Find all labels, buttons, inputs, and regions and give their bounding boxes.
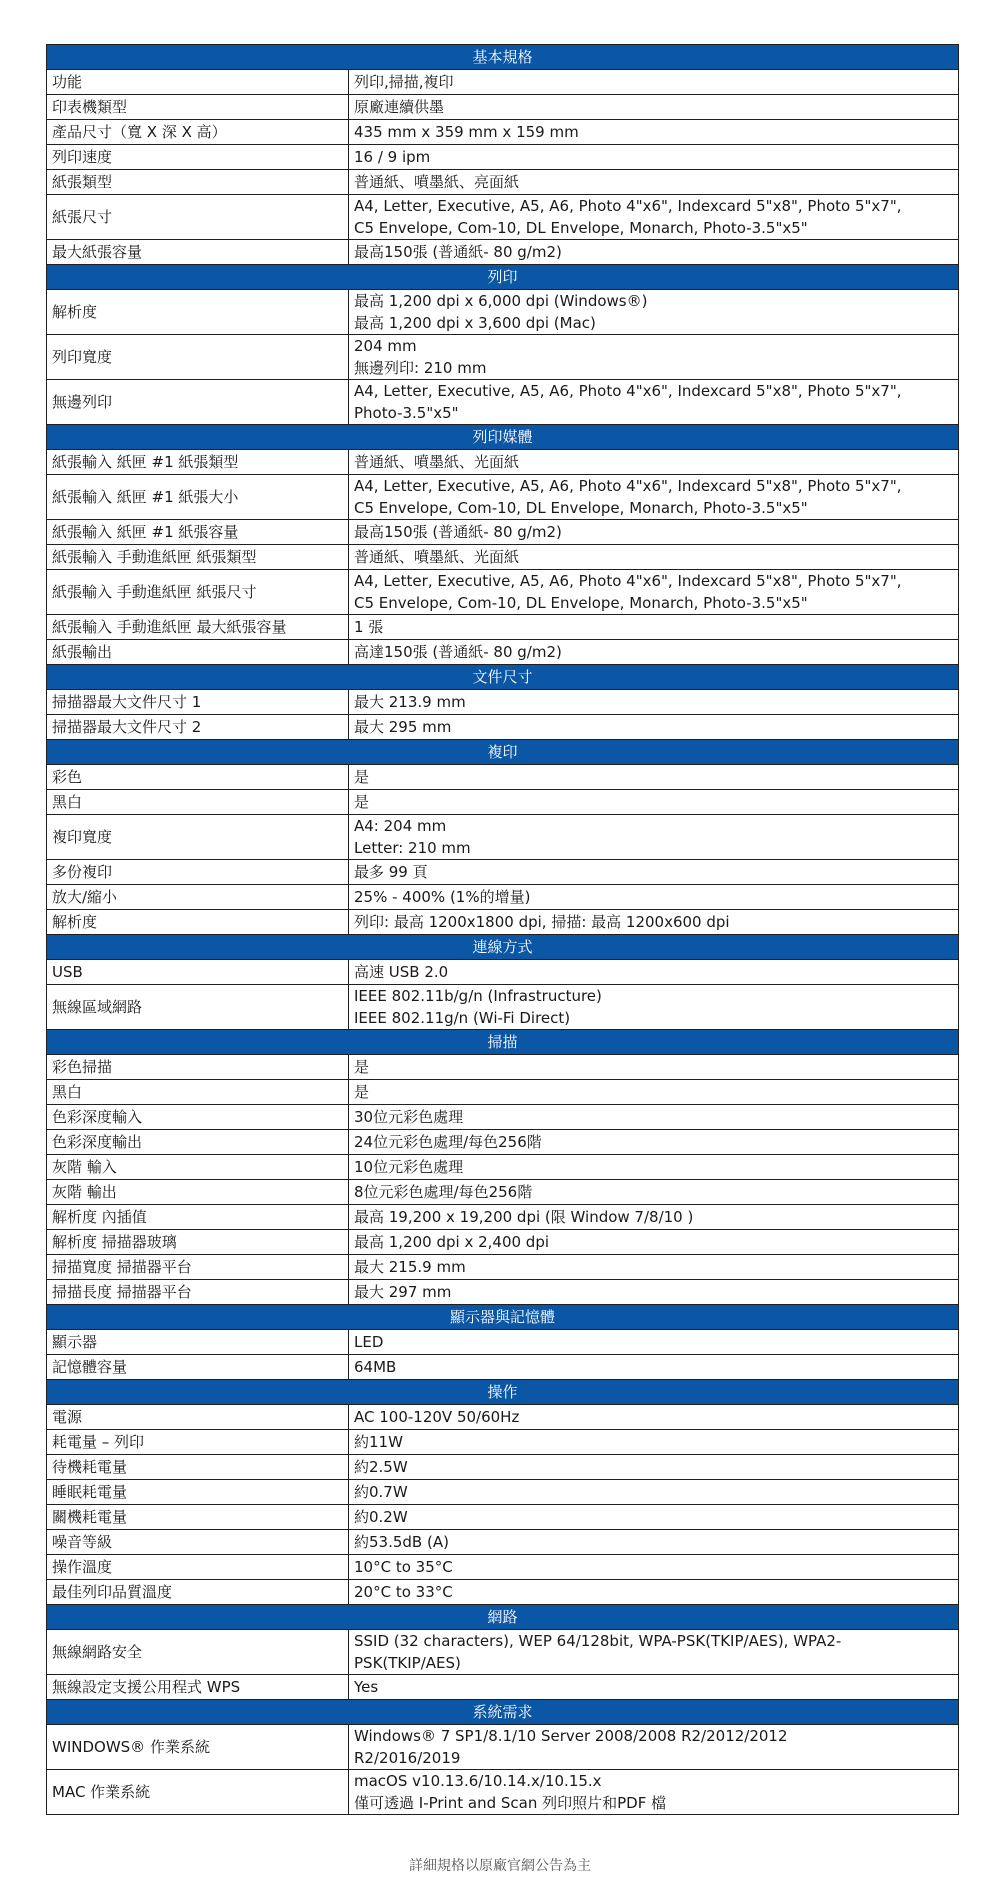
spec-value: SSID (32 characters), WEP 64/128bit, WPA-PSK(TKIP/AES), WPA2- PSK(TKIP/AES) (349, 1630, 959, 1675)
section-header-row (47, 665, 959, 690)
spec-value: 最大 295 mm (349, 715, 959, 740)
spec-row (47, 615, 959, 640)
spec-label: 黑白 (47, 790, 349, 815)
section-title: 連線方式 (47, 935, 959, 960)
spec-row (47, 1255, 959, 1280)
spec-label: 列印寬度 (47, 335, 349, 380)
section-title: 文件尺寸 (47, 665, 959, 690)
spec-label: 紙張輸入 手動進紙匣 紙張尺寸 (47, 570, 349, 615)
spec-value: 30位元彩色處理 (349, 1105, 959, 1130)
spec-row (47, 1155, 959, 1180)
section-header-row (47, 265, 959, 290)
section-title: 複印 (47, 740, 959, 765)
spec-value: A4, Letter, Executive, A5, A6, Photo 4"x6", Indexcard 5"x8", Photo 5"x7", Photo-3.5"x5" (349, 380, 959, 425)
spec-row (47, 95, 959, 120)
spec-row (47, 1230, 959, 1255)
spec-label: MAC 作業系統 (47, 1770, 349, 1815)
spec-row (47, 1355, 959, 1380)
spec-value: 最高 19,200 x 19,200 dpi (限 Window 7/8/10 ) (349, 1205, 959, 1230)
spec-value: Windows® 7 SP1/8.1/10 Server 2008/2008 R2/2012/2012 R2/2016/2019 (349, 1725, 959, 1770)
spec-label: 記憶體容量 (47, 1355, 349, 1380)
spec-row (47, 70, 959, 95)
spec-label: 紙張輸入 手動進紙匣 紙張類型 (47, 545, 349, 570)
spec-value: IEEE 802.11b/g/n (Infrastructure) IEEE 802.11g/n (Wi-Fi Direct) (349, 985, 959, 1030)
spec-row (47, 1505, 959, 1530)
spec-label: 解析度 內插值 (47, 1205, 349, 1230)
spec-label: 待機耗電量 (47, 1455, 349, 1480)
spec-label: 解析度 (47, 290, 349, 335)
spec-row (47, 885, 959, 910)
spec-label: 最大紙張容量 (47, 240, 349, 265)
spec-label: 灰階 輸出 (47, 1180, 349, 1205)
spec-table (46, 44, 959, 1815)
spec-label: 複印寬度 (47, 815, 349, 860)
section-title: 掃描 (47, 1030, 959, 1055)
spec-row (47, 1280, 959, 1305)
spec-value: 25% - 400% (1%的增量) (349, 885, 959, 910)
spec-label: 產品尺寸（寬 X 深 X 高） (47, 120, 349, 145)
spec-label: 功能 (47, 70, 349, 95)
spec-label: 無線網路安全 (47, 1630, 349, 1675)
spec-label: 紙張類型 (47, 170, 349, 195)
spec-row (47, 240, 959, 265)
spec-row (47, 910, 959, 935)
spec-value: 最大 213.9 mm (349, 690, 959, 715)
spec-row (47, 985, 959, 1030)
spec-value: 約2.5W (349, 1455, 959, 1480)
spec-row (47, 1330, 959, 1355)
spec-row (47, 195, 959, 240)
spec-value: 約0.2W (349, 1505, 959, 1530)
spec-label: 灰階 輸入 (47, 1155, 349, 1180)
section-header-row (47, 1380, 959, 1405)
spec-label: 彩色 (47, 765, 349, 790)
spec-value: AC 100-120V 50/60Hz (349, 1405, 959, 1430)
section-header-row (47, 1605, 959, 1630)
spec-row (47, 545, 959, 570)
spec-row (47, 1405, 959, 1430)
spec-value: LED (349, 1330, 959, 1355)
spec-value: 最高150張 (普通紙- 80 g/m2) (349, 520, 959, 545)
section-title: 列印媒體 (47, 425, 959, 450)
spec-row (47, 1105, 959, 1130)
spec-label: 掃描寬度 掃描器平台 (47, 1255, 349, 1280)
spec-value: 約11W (349, 1430, 959, 1455)
spec-label: 無線區域網路 (47, 985, 349, 1030)
spec-label: 耗電量 – 列印 (47, 1430, 349, 1455)
spec-row (47, 570, 959, 615)
spec-value: Yes (349, 1675, 959, 1700)
spec-row (47, 765, 959, 790)
spec-row (47, 1555, 959, 1580)
spec-row (47, 120, 959, 145)
spec-label: WINDOWS® 作業系統 (47, 1725, 349, 1770)
spec-row (47, 1580, 959, 1605)
spec-value: 是 (349, 1080, 959, 1105)
spec-value: 列印: 最高 1200x1800 dpi, 掃描: 最高 1200x600 dpi (349, 910, 959, 935)
footnote: 詳細規格以原廠官網公告為主 (409, 1858, 591, 1874)
spec-label: 睡眠耗電量 (47, 1480, 349, 1505)
spec-label: 顯示器 (47, 1330, 349, 1355)
spec-label: 解析度 掃描器玻璃 (47, 1230, 349, 1255)
spec-label: 紙張輸入 紙匣 #1 紙張類型 (47, 450, 349, 475)
section-header-row (47, 1700, 959, 1725)
spec-value: 約0.7W (349, 1480, 959, 1505)
spec-row (47, 380, 959, 425)
spec-label: 掃描器最大文件尺寸 1 (47, 690, 349, 715)
spec-label: 黑白 (47, 1080, 349, 1105)
spec-value: A4: 204 mm Letter: 210 mm (349, 815, 959, 860)
spec-label: 列印速度 (47, 145, 349, 170)
spec-value: A4, Letter, Executive, A5, A6, Photo 4"x6", Indexcard 5"x8", Photo 5"x7", C5 Envelope, Com-10, DL Envelope, Monarch, Photo-3.5"x5" (349, 570, 959, 615)
spec-value: 高速 USB 2.0 (349, 960, 959, 985)
spec-row (47, 715, 959, 740)
spec-value: 最高 1,200 dpi x 6,000 dpi (Windows®) 最高 1,200 dpi x 3,600 dpi (Mac) (349, 290, 959, 335)
section-header-row (47, 425, 959, 450)
spec-value: 列印,掃描,複印 (349, 70, 959, 95)
spec-value: 20°C to 33°C (349, 1580, 959, 1605)
spec-label: 放大/縮小 (47, 885, 349, 910)
spec-value: A4, Letter, Executive, A5, A6, Photo 4"x6", Indexcard 5"x8", Photo 5"x7", C5 Envelope, Com-10, DL Envelope, Monarch, Photo-3.5"x5" (349, 195, 959, 240)
section-header-row (47, 1030, 959, 1055)
spec-label: 掃描長度 掃描器平台 (47, 1280, 349, 1305)
spec-value: 435 mm x 359 mm x 159 mm (349, 120, 959, 145)
spec-label: 紙張輸入 手動進紙匣 最大紙張容量 (47, 615, 349, 640)
spec-label: 無線設定支援公用程式 WPS (47, 1675, 349, 1700)
spec-row (47, 960, 959, 985)
spec-label: 噪音等級 (47, 1530, 349, 1555)
spec-value: 最高150張 (普通紙- 80 g/m2) (349, 240, 959, 265)
spec-row (47, 860, 959, 885)
section-title: 系統需求 (47, 1700, 959, 1725)
spec-value: 最大 215.9 mm (349, 1255, 959, 1280)
spec-row (47, 335, 959, 380)
spec-row (47, 1725, 959, 1770)
spec-row (47, 1205, 959, 1230)
spec-label: 掃描器最大文件尺寸 2 (47, 715, 349, 740)
spec-value: 8位元彩色處理/每色256階 (349, 1180, 959, 1205)
spec-value: macOS v10.13.6/10.14.x/10.15.x 僅可透過 I-Print and Scan 列印照片和PDF 檔 (349, 1770, 959, 1815)
spec-row (47, 1130, 959, 1155)
spec-value: 普通紙、噴墨紙、光面紙 (349, 450, 959, 475)
spec-row (47, 640, 959, 665)
spec-value: 64MB (349, 1355, 959, 1380)
spec-row (47, 1180, 959, 1205)
spec-label: USB (47, 960, 349, 985)
spec-value: 最高 1,200 dpi x 2,400 dpi (349, 1230, 959, 1255)
section-title: 網路 (47, 1605, 959, 1630)
spec-label: 關機耗電量 (47, 1505, 349, 1530)
spec-value: 普通紙、噴墨紙、亮面紙 (349, 170, 959, 195)
spec-row (47, 145, 959, 170)
spec-value: 最多 99 頁 (349, 860, 959, 885)
section-title: 基本規格 (47, 45, 959, 70)
spec-row (47, 815, 959, 860)
spec-label: 紙張輸出 (47, 640, 349, 665)
section-header-row (47, 740, 959, 765)
spec-row (47, 690, 959, 715)
spec-row (47, 790, 959, 815)
spec-value: 是 (349, 790, 959, 815)
spec-row (47, 520, 959, 545)
spec-label: 色彩深度輸出 (47, 1130, 349, 1155)
spec-label: 解析度 (47, 910, 349, 935)
spec-row (47, 1630, 959, 1675)
spec-value: 高達150張 (普通紙- 80 g/m2) (349, 640, 959, 665)
spec-row (47, 475, 959, 520)
section-header-row (47, 1305, 959, 1330)
spec-row (47, 1530, 959, 1555)
spec-value: 10°C to 35°C (349, 1555, 959, 1580)
spec-label: 電源 (47, 1405, 349, 1430)
section-header-row (47, 45, 959, 70)
spec-row (47, 170, 959, 195)
spec-row (47, 1480, 959, 1505)
spec-row (47, 1080, 959, 1105)
section-header-row (47, 935, 959, 960)
spec-label: 紙張尺寸 (47, 195, 349, 240)
spec-value: 24位元彩色處理/每色256階 (349, 1130, 959, 1155)
spec-label: 彩色掃描 (47, 1055, 349, 1080)
spec-value: 1 張 (349, 615, 959, 640)
spec-label: 紙張輸入 紙匣 #1 紙張容量 (47, 520, 349, 545)
spec-row (47, 290, 959, 335)
spec-value: 普通紙、噴墨紙、光面紙 (349, 545, 959, 570)
spec-row (47, 1430, 959, 1455)
spec-value: 是 (349, 765, 959, 790)
spec-row (47, 1455, 959, 1480)
spec-label: 無邊列印 (47, 380, 349, 425)
spec-label: 操作溫度 (47, 1555, 349, 1580)
spec-value: A4, Letter, Executive, A5, A6, Photo 4"x6", Indexcard 5"x8", Photo 5"x7", C5 Envelope, Com-10, DL Envelope, Monarch, Photo-3.5"x5" (349, 475, 959, 520)
spec-label: 色彩深度輸入 (47, 1105, 349, 1130)
spec-table-body (47, 45, 959, 1815)
spec-row (47, 1055, 959, 1080)
spec-value: 10位元彩色處理 (349, 1155, 959, 1180)
section-title: 顯示器與記憶體 (47, 1305, 959, 1330)
spec-value: 204 mm 無邊列印: 210 mm (349, 335, 959, 380)
spec-value: 16 / 9 ipm (349, 145, 959, 170)
spec-value: 約53.5dB (A) (349, 1530, 959, 1555)
spec-row (47, 1770, 959, 1815)
spec-label: 多份複印 (47, 860, 349, 885)
spec-value: 最大 297 mm (349, 1280, 959, 1305)
spec-label: 印表機類型 (47, 95, 349, 120)
spec-row (47, 450, 959, 475)
section-title: 操作 (47, 1380, 959, 1405)
section-title: 列印 (47, 265, 959, 290)
spec-label: 最佳列印品質溫度 (47, 1580, 349, 1605)
spec-value: 是 (349, 1055, 959, 1080)
spec-value: 原廠連續供墨 (349, 95, 959, 120)
spec-row (47, 1675, 959, 1700)
spec-label: 紙張輸入 紙匣 #1 紙張大小 (47, 475, 349, 520)
